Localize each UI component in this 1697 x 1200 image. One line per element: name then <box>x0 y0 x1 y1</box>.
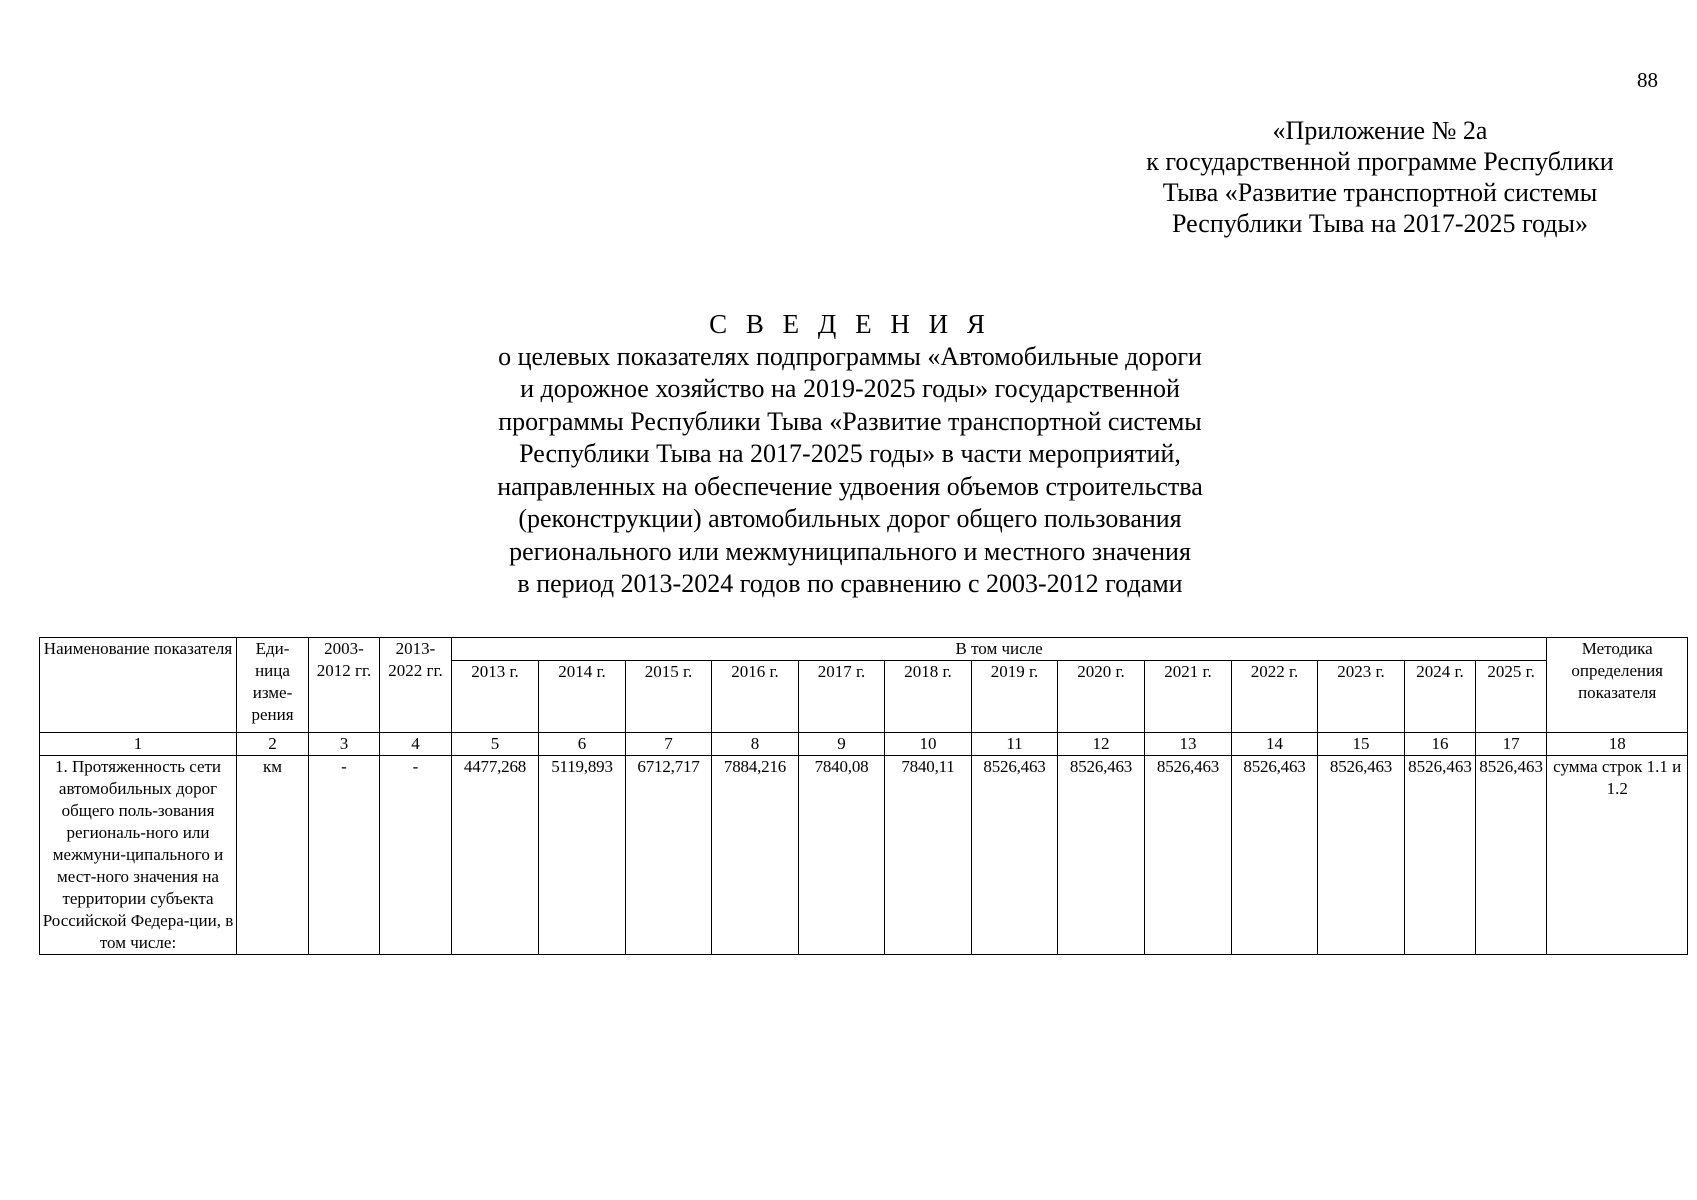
heading-line: регионального или межмуниципального и местного значения <box>509 536 1191 566</box>
indicator-value: 8526,463 <box>1145 756 1232 955</box>
heading-line: и дорожное хозяйство на 2019-2025 годы» государственной <box>520 374 1180 403</box>
indicator-name: 1. Протяженность сети автомобильных дорог общего поль-зования региональ-ного или межмуни-ципального и мест-ного значения на территории субъекта Российской Федера-ции, в том числе: <box>40 756 237 955</box>
indicators-table <box>39 637 1688 955</box>
column-number: 1 <box>40 733 237 756</box>
appendix-line: Республики Тыва на 2017-2025 годы» <box>1171 209 1589 238</box>
indicator-value: 7840,08 <box>799 756 885 955</box>
indicator-method: сумма строк 1.1 и 1.2 <box>1547 756 1688 955</box>
header-year: 2014 г. <box>539 661 626 733</box>
column-number: 8 <box>712 733 799 756</box>
column-number: 14 <box>1232 733 1318 756</box>
indicator-value: 8526,463 <box>1476 756 1547 955</box>
header-year: 2025 г. <box>1476 661 1547 733</box>
header-year: 2018 г. <box>885 661 972 733</box>
column-number: 11 <box>972 733 1058 756</box>
header-year: 2021 г. <box>1145 661 1232 733</box>
column-number: 15 <box>1318 733 1405 756</box>
document-heading <box>400 308 1300 601</box>
header-year: 2024 г. <box>1405 661 1476 733</box>
indicator-value: 8526,463 <box>1318 756 1405 955</box>
heading-line: о целевых показателях подпрограммы «Автомобильные дороги <box>498 341 1202 371</box>
indicator-value: 6712,717 <box>626 756 712 955</box>
indicator-value: 8526,463 <box>972 756 1058 955</box>
header-period-2003-2012: 2003-2012 гг. <box>309 638 380 733</box>
appendix-line: Тыва «Развитие транспортной системы <box>1162 178 1598 207</box>
indicator-value: 8526,463 <box>1058 756 1145 955</box>
header-year: 2016 г. <box>712 661 799 733</box>
header-year: 2019 г. <box>972 661 1058 733</box>
header-year: 2020 г. <box>1058 661 1145 733</box>
column-number: 17 <box>1476 733 1547 756</box>
indicator-value: 7840,11 <box>885 756 972 955</box>
header-unit: Еди-ница изме-рения <box>237 638 309 733</box>
header-period-2013-2022: 2013-2022 гг. <box>380 638 452 733</box>
header-including: В том числе <box>452 638 1547 661</box>
header-year: 2023 г. <box>1318 661 1405 733</box>
column-number: 18 <box>1547 733 1688 756</box>
appendix-line: «Приложение № 2а <box>1272 116 1488 145</box>
indicator-period-2013-2022: - <box>380 756 452 955</box>
heading-line: в период 2013-2024 годов по сравнению с 2003-2012 годами <box>517 569 1183 598</box>
column-number: 9 <box>799 733 885 756</box>
indicator-value: 5119,893 <box>539 756 626 955</box>
column-number: 7 <box>626 733 712 756</box>
column-numbers-row <box>40 733 1688 756</box>
column-number: 10 <box>885 733 972 756</box>
column-number: 12 <box>1058 733 1145 756</box>
header-year: 2022 г. <box>1232 661 1318 733</box>
table-row <box>40 756 1688 955</box>
header-year: 2013 г. <box>452 661 539 733</box>
column-number: 4 <box>380 733 452 756</box>
indicator-value: 8526,463 <box>1405 756 1476 955</box>
appendix-line: к государственной программе Республики <box>1146 147 1614 176</box>
heading-line: (реконструкции) автомобильных дорог общего пользования <box>518 504 1182 533</box>
indicator-period-2003-2012: - <box>309 756 380 955</box>
header-name: Наименование показателя <box>40 638 237 733</box>
column-number: 6 <box>539 733 626 756</box>
indicator-unit: км <box>237 756 309 955</box>
header-row <box>40 638 1688 661</box>
heading-line: программы Республики Тыва «Развитие транспортной системы <box>498 406 1202 436</box>
column-number: 2 <box>237 733 309 756</box>
appendix-block <box>1110 115 1650 239</box>
indicator-value: 7884,216 <box>712 756 799 955</box>
header-year: 2015 г. <box>626 661 712 733</box>
column-number: 3 <box>309 733 380 756</box>
header-method: Методика определения показателя <box>1547 638 1688 733</box>
document-title: С В Е Д Е Н И Я <box>709 309 991 339</box>
heading-line: Республики Тыва на 2017-2025 годы» в части мероприятий, <box>519 439 1181 468</box>
column-number: 5 <box>452 733 539 756</box>
header-year: 2017 г. <box>799 661 885 733</box>
indicator-value: 8526,463 <box>1232 756 1318 955</box>
column-number: 16 <box>1405 733 1476 756</box>
page-number: 88 <box>1637 68 1658 92</box>
heading-line: направленных на обеспечение удвоения объемов строительства <box>497 471 1203 501</box>
indicator-value: 4477,268 <box>452 756 539 955</box>
column-number: 13 <box>1145 733 1232 756</box>
